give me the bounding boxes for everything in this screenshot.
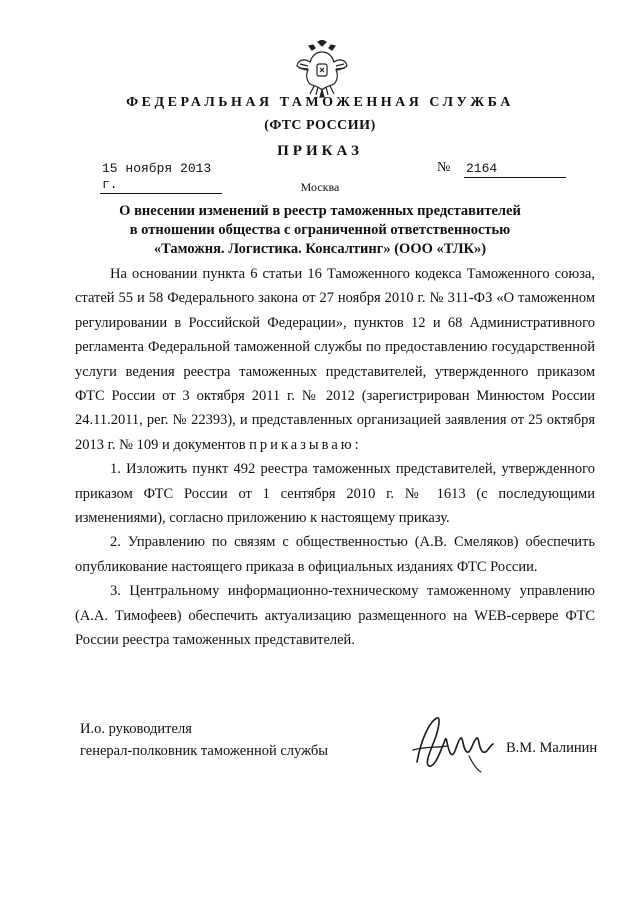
order-number: 2164 bbox=[464, 161, 566, 178]
title-line-1: О внесении изменений в реестр таможенных представителей bbox=[119, 203, 521, 219]
order-item-3: 3. Центральному информационно-техническому таможенному управлению (А.А. Тимофеев) обеспечить актуализацию размещенного на WEB-сервере ФТС России реестра таможенных представителей. bbox=[75, 583, 595, 649]
preamble-paragraph bbox=[75, 262, 595, 457]
agency-name: ФЕДЕРАЛЬНАЯ ТАМОЖЕННАЯ СЛУЖБА bbox=[126, 95, 514, 110]
order-date: 15 ноября 2013 г. bbox=[100, 161, 222, 194]
agency-short-name: (ФТС РОССИИ) bbox=[264, 118, 376, 133]
order-title bbox=[80, 202, 560, 259]
order-item-2: 2. Управлению по связям с общественностью (А.В. Смеляков) обеспечить опубликование настоящего приказа в официальных изданиях ФТС России. bbox=[75, 534, 595, 575]
title-line-3: «Таможня. Логистика. Консалтинг» (ООО «ТЛК») bbox=[153, 241, 487, 257]
number-sign: № bbox=[437, 160, 451, 175]
order-word: приказываю: bbox=[249, 436, 362, 453]
document-type: ПРИКАЗ bbox=[277, 143, 363, 159]
order-item-1: 1. Изложить пункт 492 реестра таможенных представителей, утвержденного приказом ФТС России от 1 сентября 2010 г. № 1613 (с последующими изменениями), согласно приложению к настоящему приказу. bbox=[75, 461, 595, 527]
signer-name: В.М. Малинин bbox=[506, 740, 598, 756]
signer-position bbox=[80, 718, 328, 762]
title-line-2: в отношении общества с ограниченной ответственностью bbox=[129, 222, 511, 238]
preamble-text: На основании пункта 6 статьи 16 Таможенного кодекса Таможенного союза, статей 55 и 58 Федерального закона от 27 ноября 2010 г. № 311-ФЗ «О таможенном регулировании в Российской Федерации», пунктов 12 и 68 Административного регламента Федеральной таможенной службы по предоставлению государственной услуги ведения реестра таможенных представителей, утвержденного приказом ФТС России от 3 октября 2011 г. № 2012 (зарегистрирован Минюстом России 24.11.2011, рег. № 22393), и представленных организацией заявления от 25 октября 2013 г. № 109 и документов bbox=[75, 266, 595, 453]
handwritten-signature-icon bbox=[407, 710, 503, 776]
order-body bbox=[75, 262, 595, 653]
city: Москва bbox=[300, 180, 340, 194]
signer-position-line-1: И.о. руководителя bbox=[80, 721, 192, 737]
signer-position-line-2: генерал-полковник таможенной службы bbox=[80, 743, 329, 759]
double-headed-eagle-icon bbox=[296, 40, 348, 98]
